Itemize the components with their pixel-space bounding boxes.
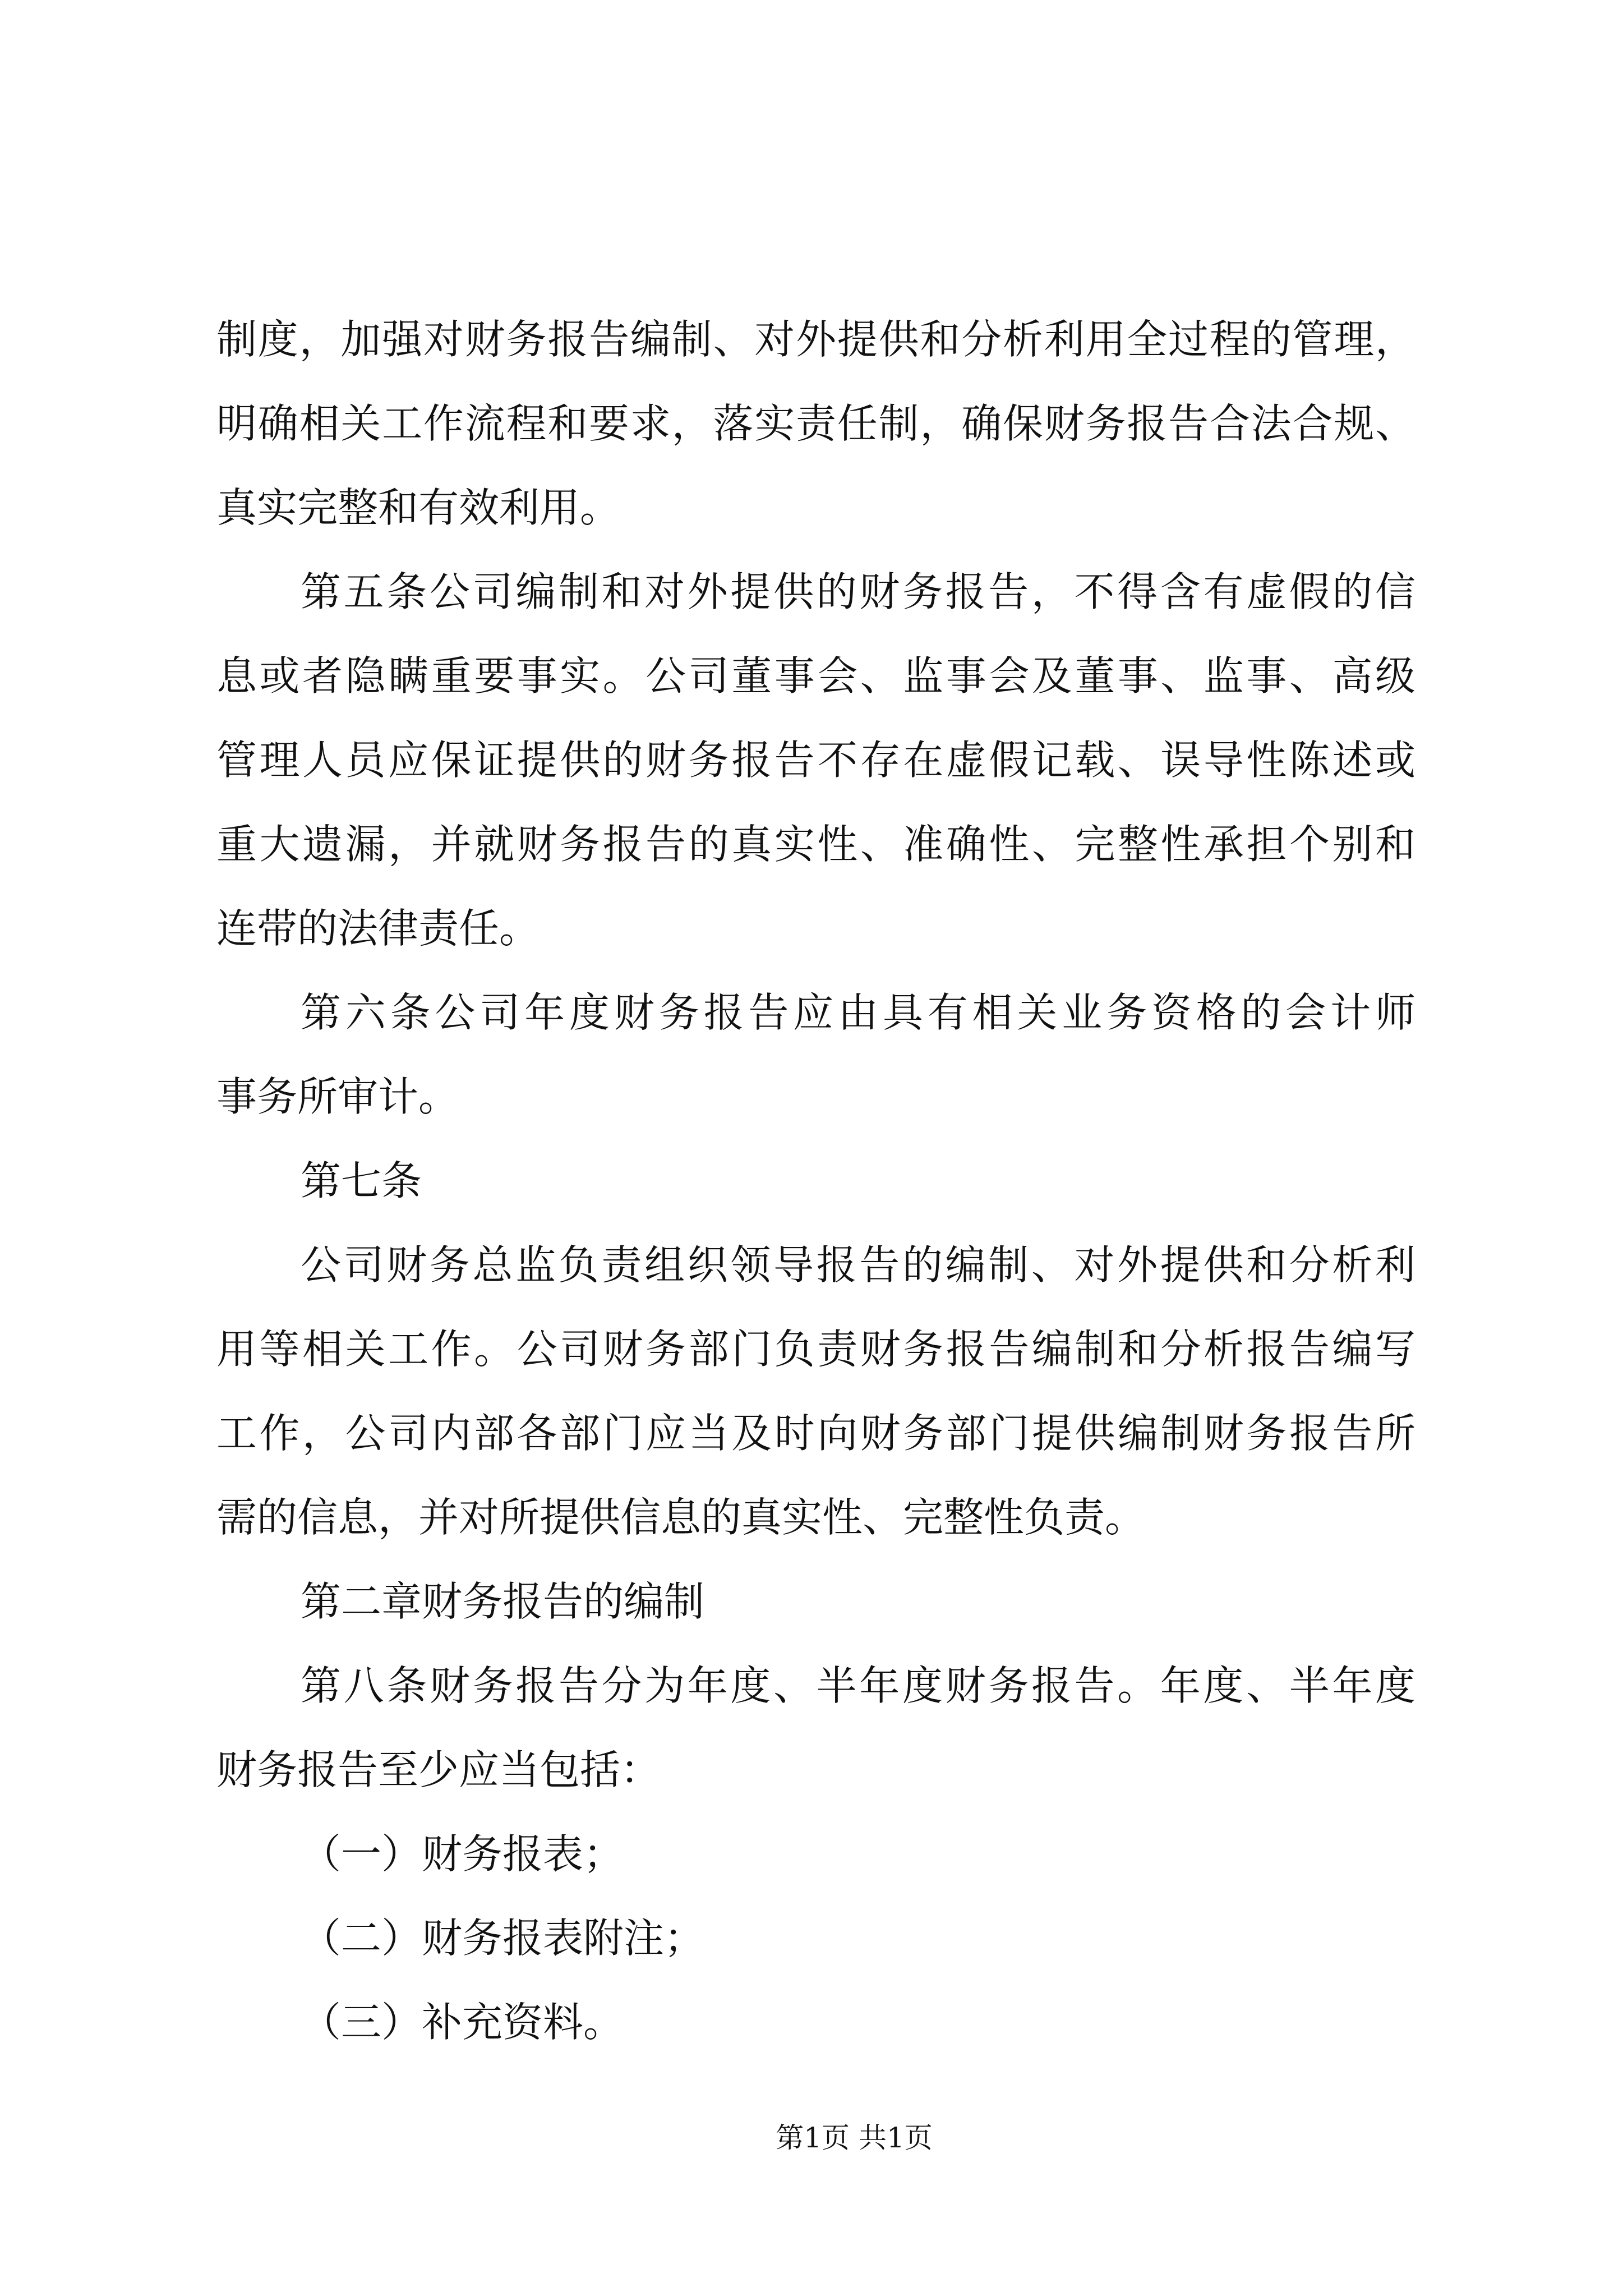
text-line: 工作，公司内部各部门应当及时向财务部门提供编制财务报告所 xyxy=(216,1410,1415,1457)
page-footer: 第1页 共1页 xyxy=(776,2122,933,2154)
text-line: 制度，加强对财务报告编制、对外提供和分析利用全过程的管理， xyxy=(216,316,1415,363)
text-line: 财务报告至少应当包括： xyxy=(216,1746,661,1793)
chapter-heading: 第二章财务报告的编制 xyxy=(301,1578,705,1625)
text-line: 用等相关工作。公司财务部门负责财务报告编制和分析报告编写 xyxy=(216,1326,1415,1373)
list-item: （一）财务报表； xyxy=(301,1830,624,1878)
text-line: 连带的法律责任。 xyxy=(216,905,540,952)
text-line: 公司财务总监负责组织领导报告的编制、对外提供和分析利 xyxy=(301,1241,1415,1289)
text-line: 重大遗漏，并就财务报告的真实性、准确性、完整性承担个别和 xyxy=(216,821,1415,868)
list-item: （二）财务报表附注； xyxy=(301,1915,705,1962)
article-7-heading: 第七条 xyxy=(301,1157,422,1204)
text-line: 真实完整和有效利用。 xyxy=(216,484,621,531)
text-line: 需的信息，并对所提供信息的真实性、完整性负责。 xyxy=(216,1494,1146,1541)
text-line: 管理人员应保证提供的财务报告不存在虚假记载、误导性陈述或 xyxy=(216,737,1415,784)
article-5-line: 第五条公司编制和对外提供的财务报告，不得含有虚假的信 xyxy=(301,568,1415,615)
article-6-line: 第六条公司年度财务报告应由具有相关业务资格的会计师 xyxy=(301,989,1415,1036)
text-line: 明确相关工作流程和要求，落实责任制，确保财务报告合法合规、 xyxy=(216,400,1415,447)
list-item: （三）补充资料。 xyxy=(301,1999,624,2046)
text-line: 息或者隐瞒重要事实。公司董事会、监事会及董事、监事、高级 xyxy=(216,652,1415,700)
article-8-line: 第八条财务报告分为年度、半年度财务报告。年度、半年度 xyxy=(301,1662,1415,1709)
text-line: 事务所审计。 xyxy=(216,1073,459,1120)
